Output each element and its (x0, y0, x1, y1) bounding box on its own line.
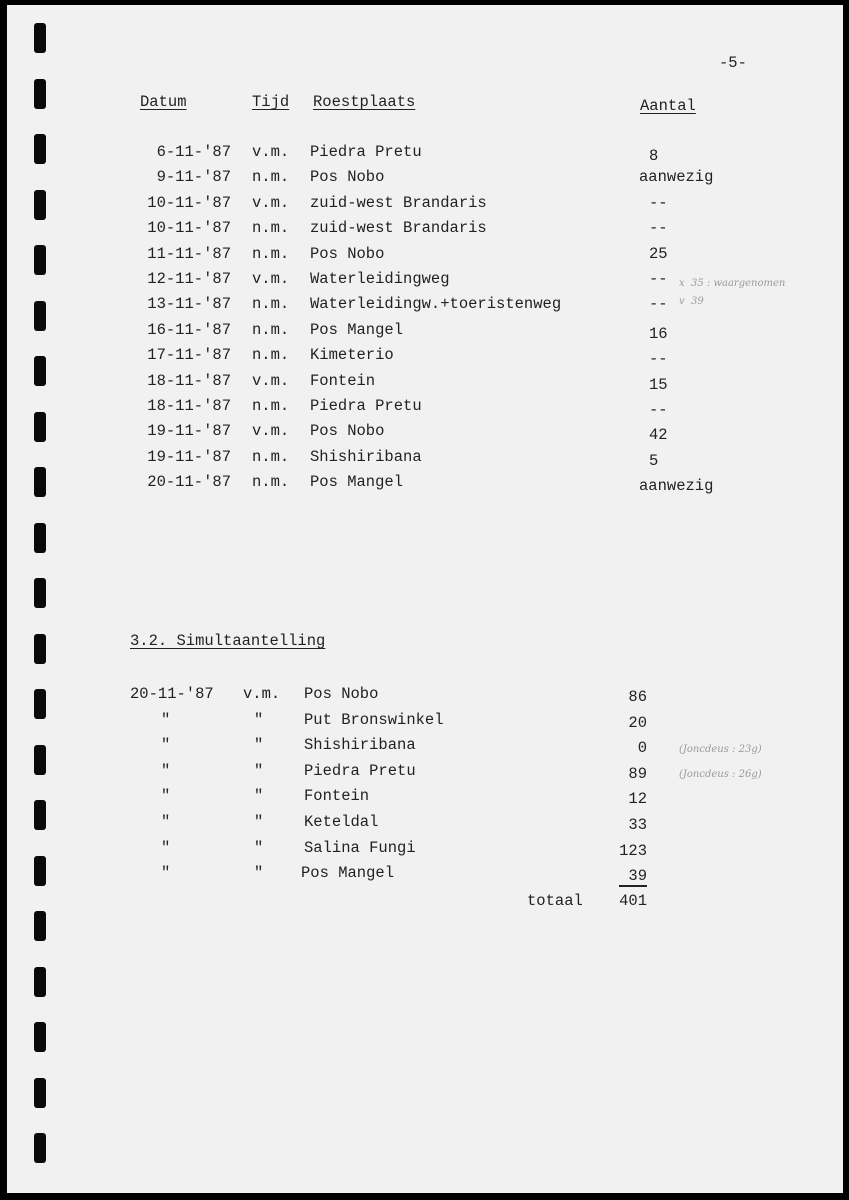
cell-count: 89 (628, 764, 647, 783)
cell-location: zuid-west Brandaris (310, 219, 487, 238)
section-title: 3.2. Simultaantelling (130, 632, 326, 650)
cell-location: Shishiribana (304, 736, 416, 755)
binder-hole (34, 23, 46, 53)
cell-count: 25 (649, 244, 668, 263)
binder-hole (34, 467, 46, 497)
cell-time: v.m. (252, 143, 290, 161)
cell-count: 42 (649, 426, 668, 445)
cell-date: 20-11-'87 (130, 685, 214, 703)
cell-time: n.m. (252, 168, 290, 187)
cell-time: n.m. (252, 244, 290, 263)
cell-date: 16-11-'87 (147, 320, 231, 339)
cell-location: Pos Nobo (310, 244, 385, 263)
cell-count: 15 (649, 375, 668, 394)
cell-time: v.m. (252, 371, 290, 390)
cell-time: " (254, 787, 264, 806)
cell-date: 12-11-'87 (147, 270, 231, 288)
cell-location: Pos Mangel (301, 864, 395, 883)
binder-hole (34, 412, 46, 442)
cell-time: n.m. (252, 447, 290, 466)
cell-date: " (161, 838, 171, 857)
binder-hole (34, 1133, 46, 1163)
binder-hole (34, 1078, 46, 1108)
cell-date: " (161, 787, 171, 806)
cell-date: " (161, 761, 171, 780)
cell-location: Pos Nobo (304, 685, 379, 703)
cell-location: Keteldal (304, 813, 379, 831)
binder-hole (34, 523, 46, 553)
cell-location: Piedra Pretu (310, 397, 422, 415)
header-time: Tijd (252, 93, 290, 111)
cell-location: Pos Mangel (310, 320, 404, 339)
cell-time: " (254, 864, 264, 883)
cell-location: Pos Nobo (310, 168, 385, 187)
binder-hole (34, 856, 46, 886)
document-page (7, 5, 843, 1193)
cell-time: n.m. (252, 346, 290, 365)
cell-date: 6-11-'87 (156, 143, 231, 161)
total-value: 401 (619, 892, 647, 910)
cell-date: " (161, 736, 171, 755)
cell-count: 5 (649, 451, 659, 470)
cell-count: 20 (628, 713, 647, 732)
cell-location: Fontein (310, 371, 376, 390)
cell-location: Waterleidingweg (310, 270, 450, 288)
cell-count: -- (649, 270, 668, 288)
cell-count: -- (649, 193, 668, 212)
binder-hole (34, 800, 46, 830)
binder-hole (34, 689, 46, 719)
cell-date: 11-11-'87 (147, 244, 231, 263)
cell-date: 19-11-'87 (147, 447, 231, 466)
binder-hole (34, 967, 46, 997)
header-date: Datum (140, 93, 187, 111)
cell-count: 123 (619, 841, 647, 860)
header-location: Roestplaats (313, 93, 416, 111)
cell-location: Salina Fungi (304, 838, 416, 857)
cell-time: n.m. (252, 397, 290, 415)
binder-hole (34, 745, 46, 775)
cell-location: Kimeterio (310, 346, 394, 365)
cell-count: -- (649, 350, 668, 369)
cell-time: n.m. (252, 219, 290, 238)
cell-time: " (254, 761, 264, 780)
cell-location: Fontein (304, 787, 370, 806)
cell-date: 18-11-'87 (147, 371, 231, 390)
cell-location: Pos Mangel (310, 473, 404, 492)
cell-time: " (254, 736, 264, 755)
cell-date: " (161, 710, 171, 729)
handwritten-note: x 35 : waargenomen (679, 278, 786, 289)
binder-hole (34, 301, 46, 331)
cell-date: 10-11-'87 (147, 219, 231, 238)
cell-count: -- (649, 219, 668, 238)
handwritten-note: (Joncdeus : 26g) (679, 769, 762, 780)
cell-count: -- (649, 295, 668, 314)
cell-date: 10-11-'87 (147, 193, 231, 212)
cell-count: aanwezig (639, 168, 714, 187)
cell-date: " (161, 864, 171, 883)
handwritten-note: (Joncdeus : 23g) (679, 744, 762, 755)
cell-location: Pos Nobo (310, 422, 385, 441)
binder-hole (34, 190, 46, 220)
binder-hole (34, 356, 46, 386)
cell-count: aanwezig (639, 477, 714, 496)
total-label: totaal (527, 892, 583, 910)
binder-hole (34, 1022, 46, 1052)
cell-count: 86 (628, 688, 647, 706)
page-number: -5- (719, 54, 747, 72)
cell-date: 9-11-'87 (156, 168, 231, 187)
cell-count: 16 (649, 324, 668, 343)
cell-count: 33 (628, 816, 647, 834)
cell-location: Shishiribana (310, 447, 422, 466)
cell-time: n.m. (252, 320, 290, 339)
binder-hole (34, 245, 46, 275)
binder-hole (34, 79, 46, 109)
cell-count: 39 (628, 867, 647, 886)
cell-count: -- (649, 401, 668, 419)
binder-hole (34, 911, 46, 941)
cell-location: Put Bronswinkel (304, 710, 444, 729)
header-count: Aantal (640, 97, 696, 115)
cell-time: n.m. (252, 295, 290, 314)
cell-time: v.m. (252, 270, 290, 288)
cell-location: Piedra Pretu (310, 143, 422, 161)
cell-date: 18-11-'87 (147, 397, 231, 415)
cell-count: 8 (649, 147, 659, 165)
binder-hole (34, 578, 46, 608)
cell-location: Waterleidingw.+toeristenweg (310, 295, 562, 314)
cell-date: 13-11-'87 (147, 295, 231, 314)
binder-hole (34, 134, 46, 164)
handwritten-note: v 39 (679, 296, 704, 307)
binder-hole (34, 634, 46, 664)
cell-time: " (254, 813, 264, 831)
cell-time: v.m. (243, 685, 281, 703)
cell-time: " (254, 838, 264, 857)
cell-date: " (161, 813, 171, 831)
cell-time: n.m. (252, 473, 290, 492)
cell-time: v.m. (252, 193, 290, 212)
sum-rule (619, 885, 647, 887)
cell-count: 12 (628, 790, 647, 809)
cell-count: 0 (637, 739, 647, 758)
cell-location: Piedra Pretu (304, 761, 416, 780)
cell-location: zuid-west Brandaris (310, 193, 487, 212)
cell-date: 20-11-'87 (147, 473, 231, 492)
cell-date: 19-11-'87 (147, 422, 231, 441)
cell-time: v.m. (252, 422, 290, 441)
cell-time: " (254, 710, 264, 729)
cell-date: 17-11-'87 (147, 346, 231, 365)
